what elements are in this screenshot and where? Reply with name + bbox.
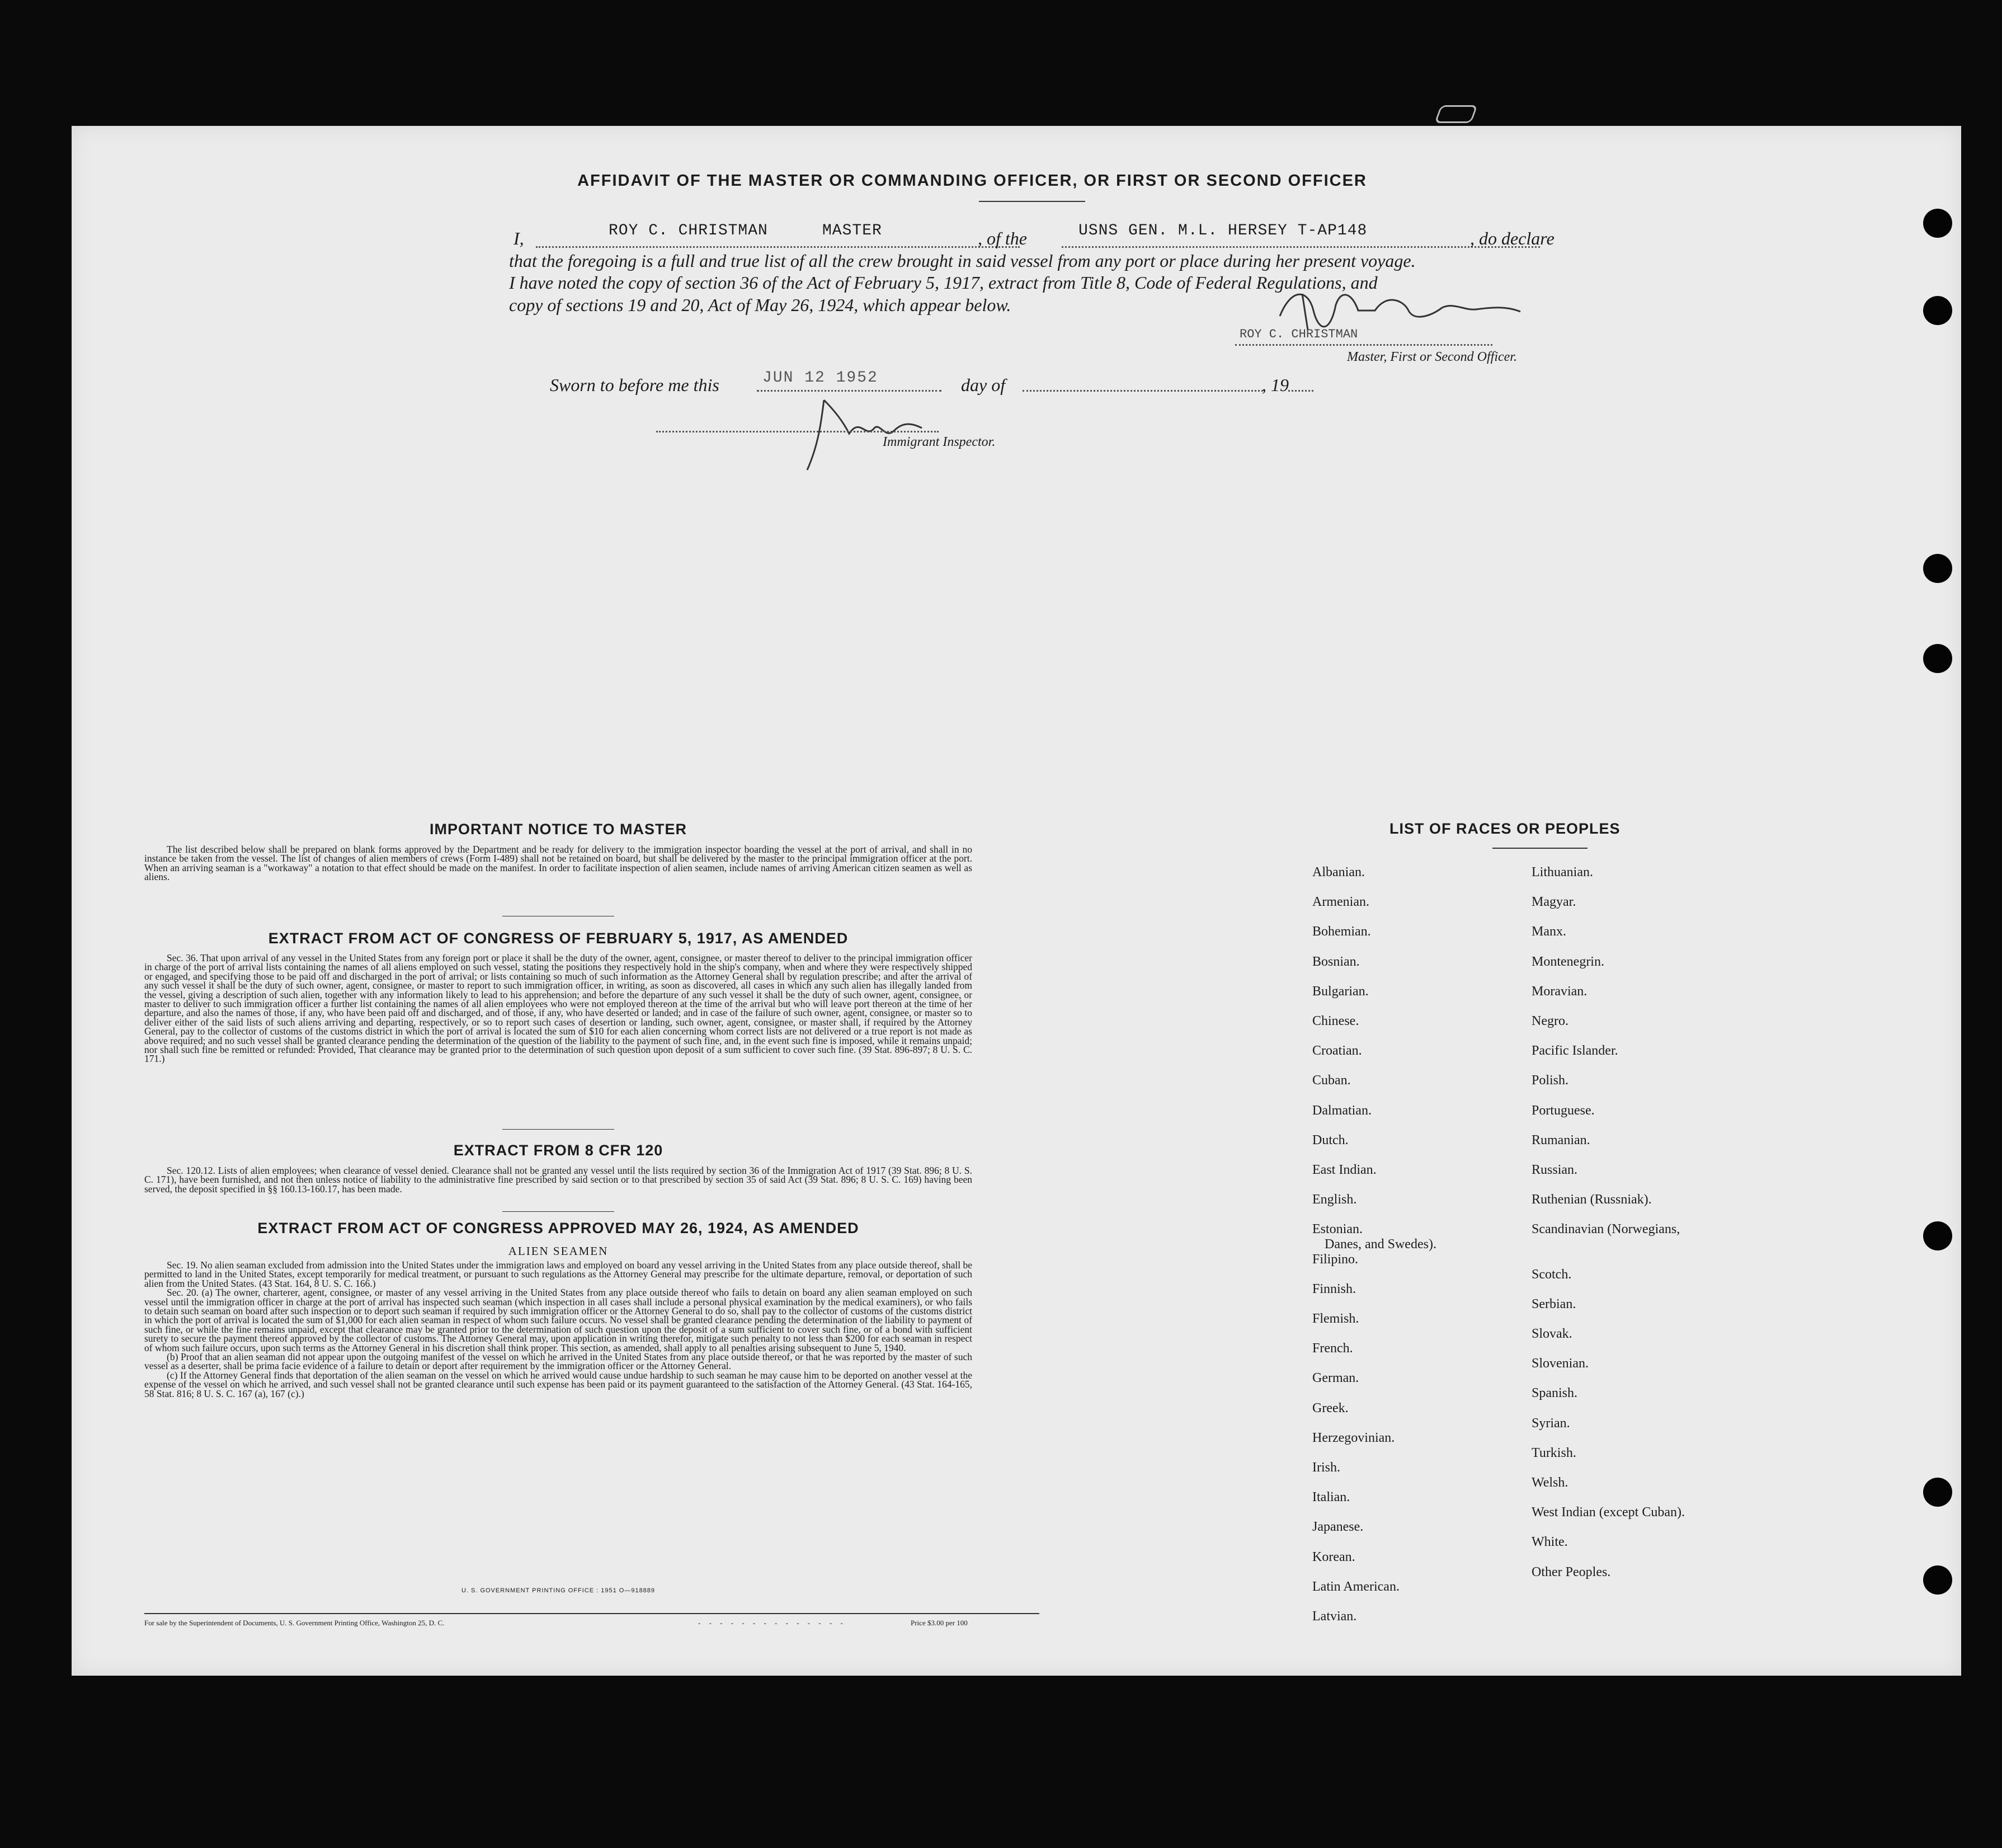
race-entry: Japanese. [1312, 1520, 1364, 1535]
race-entry: Filipino. [1312, 1252, 1359, 1267]
binder-hole-2 [1923, 296, 1952, 325]
race-entry: Bohemian. [1312, 924, 1371, 939]
race-entry: Korean. [1312, 1549, 1355, 1564]
race-entry: English. [1312, 1192, 1357, 1207]
race-entry: Montenegrin. [1532, 954, 1604, 969]
affidavit-i: I, [514, 228, 524, 248]
affidavit-title: AFFIDAVIT OF THE MASTER OR COMMANDING OFFICER, OR FIRST OR SECOND OFFICER [577, 172, 1367, 190]
sale-notice: For sale by the Superintendent of Documents, U. S. Government Printing Office, Washington 25, D. C. [144, 1619, 445, 1627]
race-entry: Russian. [1532, 1163, 1578, 1177]
extract-1917-text: Sec. 36. That upon arrival of any vessel in the United States from any foreign port or place it shall be the duty of the owner, agent, consignee, or master thereof to deliver to the principal immigration officer in charge of the port of arrival lists containing the names of all aliens employed on such vessel, stating the positions they respectively hold in the ship's company, when and where they were respectively shipped or engaged, and specifying those to be paid off and discharged in the port of arrival; or lists containing so much of such information as the Attorney General shall by regulation prescribe; and after the arrival of any such vessel it shall be the duty of such owner, agent, consignee, or master to report to such immigration officer, in writing, as soon as discovered, all cases in which any such alien has illegally landed from the vessel, giving a description of such alien, together with any information likely to lead to his apprehension; and before the departure of any such vessel it shall be the duty of such owner, agent, consignee, or master to deliver to such immigration officer a further list containing the names of all alien employees who were not employed thereon at the time of the arrival but who will leave port thereon at the time of her departure, and also the names of those, if any, who have been paid off and discharged, and of those, if any, who have deserted or landed; and in case of the failure of such owner, agent, consignee, or master so to deliver either of the said lists of such aliens arriving and departing, respectively, or so to report such cases of desertion or landing, such owner, agent, consignee, or master shall, if required by the Attorney General, pay to the collector of customs of the customs district in which the port of arrival is located the sum of $10 for each alien concerning whom correct lists are not delivered or a true report is not made as above required; and no such vessel shall be granted clearance pending the determination of the question of the liability to the payment of such fine, and, in the event such fine is imposed, while it remains unpaid; nor shall such fine be remitted or refunded: Provided, That clearance may be granted prior to the determination of such question upon deposit of a sum sufficient to cover such fine. (39 Stat. 896-897; 8 U. S. C. 171.) [144, 952, 972, 1065]
race-entry: Moravian. [1532, 984, 1588, 999]
vessel-line [1062, 246, 1540, 248]
race-entry: Dutch. [1312, 1132, 1349, 1148]
race-entry: Flemish. [1312, 1311, 1359, 1326]
of-the-label: , of the [978, 228, 1027, 248]
race-entry: Dalmatian. [1312, 1103, 1372, 1118]
race-entry: Estonian. [1312, 1222, 1363, 1237]
signature-caption: Master, First or Second Officer. [1347, 350, 1517, 364]
race-entry: Greek. [1312, 1400, 1349, 1416]
race-entry: East Indian. [1312, 1163, 1377, 1177]
day-of-label: day of [961, 375, 1006, 395]
sworn-label: Sworn to before me this [550, 375, 719, 395]
binder-hole-4 [1923, 644, 1952, 673]
alien-seamen-subtitle: ALIEN SEAMEN [508, 1244, 609, 1258]
race-entry: Polish. [1532, 1073, 1569, 1088]
extract-1917-title: EXTRACT FROM ACT OF CONGRESS OF FEBRUARY 5, 1917, AS AMENDED [268, 930, 849, 947]
document-page [72, 126, 1961, 1676]
race-entry: French. [1312, 1341, 1353, 1356]
master-rank: MASTER [822, 222, 882, 239]
footer-leaders: - - - - - - - - - - - - - - [698, 1619, 846, 1627]
race-entry: White. [1532, 1535, 1568, 1550]
race-entry: Finnish. [1312, 1281, 1356, 1296]
race-entry: Rumanian. [1532, 1132, 1590, 1148]
race-entry: Syrian. [1532, 1416, 1570, 1431]
affidavit-line-2: that the foregoing is a full and true list of all the crew brought in said vessel from any port or place during her present voyage. [509, 251, 1416, 271]
gpo-imprint: U. S. GOVERNMENT PRINTING OFFICE : 1951 O—918889 [461, 1587, 656, 1594]
signature-typed-name: ROY C. CHRISTMAN [1240, 327, 1358, 341]
binder-hole-6 [1923, 1478, 1952, 1507]
scan-artifact-mark [1434, 105, 1478, 123]
race-entry: Lithuanian. [1532, 865, 1593, 880]
extract-1917-rule [502, 1129, 614, 1130]
section-20b-text: (b) Proof that an alien seaman did not appear upon the outgoing manifest of the vessel on which he arrived in the United States from any place outside thereof, or that he was reported by the master of such vessel as a deserter, shall be prima facie evidence of a failure to detain or deport after requirement by the immigration officer or the Attorney General. [144, 1351, 972, 1372]
inspector-line [656, 431, 939, 432]
race-entry: Slovak. [1532, 1327, 1572, 1341]
race-entry: Spanish. [1532, 1386, 1578, 1401]
sworn-stamp: JUN 12 1952 [762, 369, 878, 387]
extract-cfr-text: Sec. 120.12. Lists of alien employees; when clearance of vessel denied. Clearance shall not be granted any vessel until the lists required by section 36 of the Immigration Act of 1917 (39 Stat. 896; 8 U. S. C. 171), have been furnished, and not then unless notice of liability to the administrative fine prescribed by said section or to that prescribed by section 35 of said Act (39 Stat. 896; 8 U. S. C. 169) having been served, the deposit specified in §§ 160.13-160.17, has been made. [144, 1165, 972, 1195]
section-19-text: Sec. 19. No alien seaman excluded from admission into the United States under the immigration laws and employed on board any vessel arriving in the United States from any place outside thereof, shall be permitted to land in the United States, except temporarily for medical treatment, or pursuant to such regulations as the Attorney General may prescribe for the ultimate departure, removal, or deportation of such alien from the United States. (43 Stat. 164, 8 U. S. C. 166.) [144, 1259, 972, 1289]
binder-hole-1 [1923, 209, 1952, 238]
extract-cfr-title: EXTRACT FROM 8 CFR 120 [453, 1142, 663, 1159]
race-entry: Armenian. [1312, 895, 1369, 910]
races-rule [1492, 848, 1588, 849]
master-name: ROY C. CHRISTMAN [609, 222, 768, 239]
race-entry: Scandinavian (Norwegians, [1532, 1222, 1680, 1237]
race-entry: Latvian. [1312, 1609, 1357, 1624]
section-20a-text: Sec. 20. (a) The owner, charterer, agent, consignee, or master of any vessel arriving in the United States from any place outside thereof who fails to detain on board any alien seaman employed on such vessel until the immigration officer in charge at the port of arrival has inspected such seaman (which inspection in all cases shall include a personal physical examination by the medical examiners), or who fails to detain such seaman on board after such inspection or to deport such seaman if required by such immigration officer or the Attorney General to do so, shall pay to the collector of customs of the customs district in which the port of arrival is located the sum of $1,000 for each alien seaman in respect of whom such failure occurs. No vessel shall be granted clearance pending the determination of the liability to payment of such fine, or while the fine remains unpaid, except that clearance may be granted prior to the determination of such question upon the deposit of a sum sufficient to cover such fine, or of a bond with sufficient surety to secure the payment thereof approved by the collector of customs. The Attorney General may, upon application in writing therefor, mitigate such penalty to not less than $200 for each seaman in respect of whom such failure occurs, upon such terms as the Attorney General in his discretion shall think proper. This section, as amended, shall apply to all penalties arising subsequent to June 5, 1940. [144, 1287, 972, 1353]
races-title: LIST OF RACES OR PEOPLES [1389, 820, 1621, 837]
race-entry: Manx. [1532, 924, 1566, 939]
race-entry: Serbian. [1532, 1296, 1576, 1311]
master-name-line [536, 246, 1020, 248]
race-entry: Magyar. [1532, 895, 1576, 910]
race-entry: Bosnian. [1312, 954, 1360, 969]
race-entry: Scotch. [1532, 1267, 1572, 1282]
race-entry: Welsh. [1532, 1475, 1568, 1490]
race-entry: Other Peoples. [1532, 1564, 1611, 1579]
day-of-line [1023, 390, 1263, 392]
notice-text: The list described below shall be prepared on blank forms approved by the Department and be ready for delivery to the immigration inspector boarding the vessel at the port of arrival, and shall in no instance be taken from the vessel. The list of changes of alien members of crews (Form I-489) shall not be retained on board, but shall be delivered by the master to the principal immigration officer at the port. When an arriving seaman is a "workaway" a notation to that effect should be made on the manifest. In order to facilitate inspection of alien seamen, include names of arriving American citizen seamen as well as aliens. [144, 844, 972, 883]
inspector-caption: Immigrant Inspector. [883, 435, 996, 449]
race-entry: Bulgarian. [1312, 984, 1369, 999]
signature-line [1235, 344, 1492, 346]
race-entry: Albanian. [1312, 865, 1365, 880]
binder-hole-5 [1923, 1221, 1952, 1250]
extract-cfr-rule [502, 1211, 614, 1212]
race-entry: Pacific Islander. [1532, 1043, 1618, 1059]
race-entry: Irish. [1312, 1460, 1340, 1475]
footer-rule [144, 1613, 1039, 1614]
race-entry: German. [1312, 1371, 1359, 1386]
race-entry: Turkish. [1532, 1445, 1576, 1460]
race-entry: Cuban. [1312, 1073, 1351, 1088]
race-entry: Ruthenian (Russniak). [1532, 1192, 1652, 1207]
affidavit-line-3: I have noted the copy of section 36 of the Act of February 5, 1917, extract from Title 8, Code of Federal Regulations, and [509, 272, 1378, 293]
section-20c-text: (c) If the Attorney General finds that deportation of the alien seaman on the vessel on which he arrived would cause undue hardship to such seaman he may cause him to be deported on another vessel at the expense of the vessel on which he arrived, and such vessel shall not be granted clearance until such expense has been paid or its payment guaranteed to the satisfaction of the Attorney General. (43 Stat. 164-165, 58 Stat. 816; 8 U. S. C. 167 (a), 167 (c).) [144, 1369, 972, 1399]
extract-1924-title: EXTRACT FROM ACT OF CONGRESS APPROVED MAY 26, 1924, AS AMENDED [257, 1220, 859, 1236]
affidavit-line-4: copy of sections 19 and 20, Act of May 26, 1924, which appear below. [509, 295, 1011, 315]
year-line [1288, 390, 1313, 392]
race-entry: Herzegovinian. [1312, 1430, 1395, 1445]
binder-hole-3 [1923, 554, 1952, 583]
price-notice: Price $3.00 per 100 [911, 1619, 968, 1627]
race-entry: Croatian. [1312, 1043, 1362, 1059]
affidavit-line-1 [514, 228, 524, 249]
race-entry: Slovenian. [1532, 1356, 1589, 1371]
notice-title: IMPORTANT NOTICE TO MASTER [430, 821, 687, 838]
race-entry: West Indian (except Cuban). [1532, 1505, 1685, 1520]
extract-1924-body [144, 1261, 972, 1398]
do-declare-label: , do declare [1470, 228, 1555, 248]
year-label: , 19 [1262, 375, 1289, 395]
race-entry: Italian. [1312, 1490, 1350, 1505]
race-entry: Portuguese. [1532, 1103, 1595, 1118]
binder-hole-7 [1923, 1565, 1952, 1595]
race-entry: Danes, and Swedes). [1325, 1237, 1436, 1252]
race-entry: Chinese. [1312, 1014, 1359, 1028]
race-entry: Negro. [1532, 1014, 1568, 1028]
race-entry: Latin American. [1312, 1579, 1400, 1594]
vessel-name: USNS GEN. M.L. HERSEY T-AP148 [1078, 222, 1368, 239]
title-rule [979, 201, 1085, 202]
